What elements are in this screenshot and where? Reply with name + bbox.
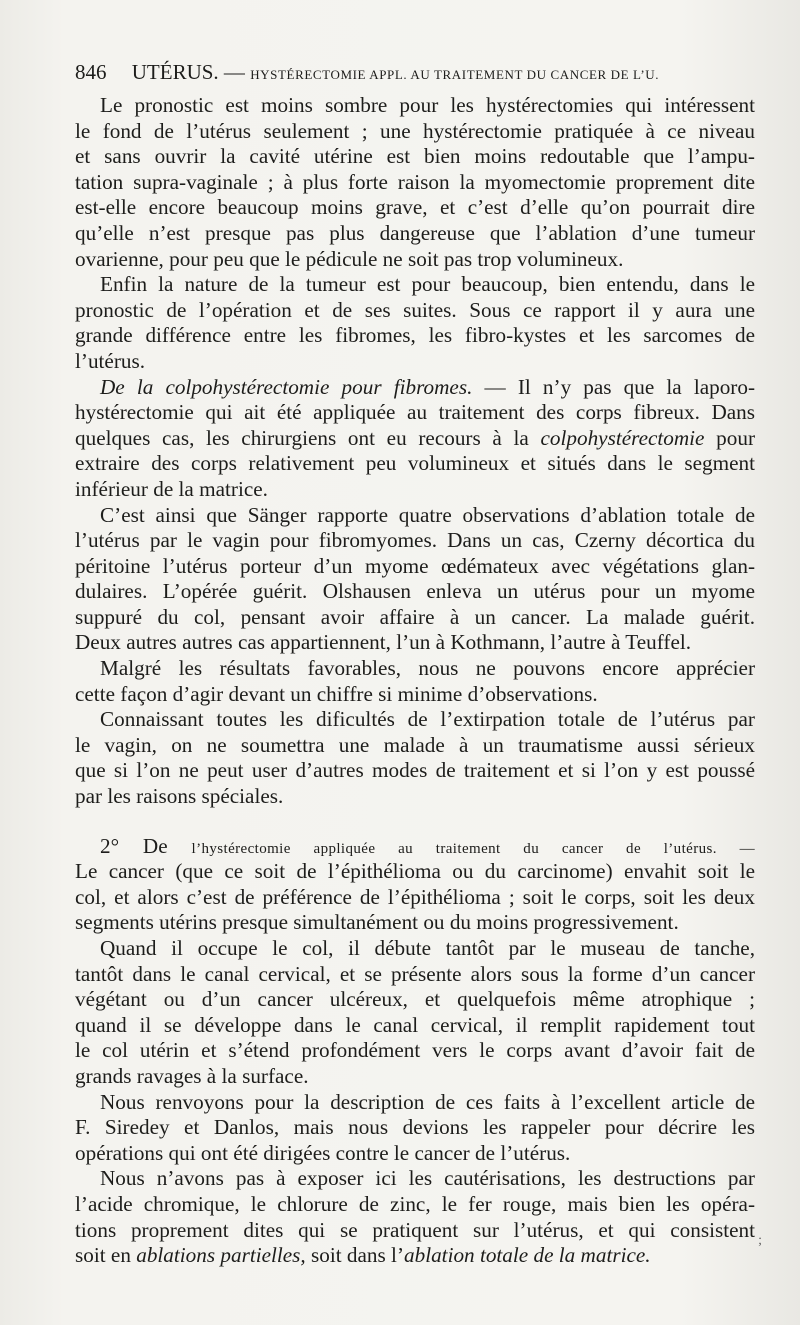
running-title: HYSTÉRECTOMIE APPL. AU TRAITEMENT DU CANCER DE L’U. bbox=[250, 67, 660, 82]
text-line: qu’elle n’est presque pas plus dangereuse que l’ablation d’une tumeur bbox=[75, 220, 755, 245]
text-line: par les raisons spéciales. bbox=[75, 784, 284, 809]
text-line: Le cancer (que ce soit de l’épithélioma ou du carcinome) envahit soit le bbox=[75, 859, 755, 884]
italic-term: colpohystérectomie bbox=[540, 425, 705, 450]
text-line: grande différence entre les fibromes, les fibro-kystes et les sarcomes de bbox=[75, 323, 755, 348]
text-line: F. Siredey et Danlos, mais nous devions les rappeler pour décrire les bbox=[75, 1115, 755, 1140]
text-line: est-elle encore beaucoup moins grave, et c’est d’elle qu’on pourrait dire bbox=[75, 195, 755, 220]
page-number: 846 bbox=[75, 60, 107, 84]
text-run: soit en bbox=[75, 1243, 131, 1268]
section-number: 2° De bbox=[100, 833, 168, 858]
text-line bbox=[75, 375, 755, 401]
text-line: l’utérus par le vagin pour fibromyomes. Dans un cas, Czerny décortica du bbox=[75, 528, 755, 553]
text-line: Connaissant toutes les dificultés de l’extirpation totale de l’utérus par bbox=[100, 707, 755, 732]
italic-term: ablations partielles, bbox=[136, 1243, 306, 1268]
text-run: soit dans l’ bbox=[311, 1243, 405, 1268]
text-line: opérations qui ont été dirigées contre le cancer de l’utérus. bbox=[75, 1140, 571, 1165]
text-line: Enfin la nature de la tumeur est pour beaucoup, bien entendu, dans le bbox=[100, 272, 755, 297]
text-line: végétant ou d’un cancer ulcéreux, et quelquefois même atrophique ; bbox=[75, 987, 755, 1012]
margin-mark: ; bbox=[758, 1233, 762, 1248]
text-line: segments utérins presque simultanément ou du moins progressivement. bbox=[75, 910, 679, 935]
text-run: quelques cas, les chirurgiens ont eu recours à la bbox=[75, 425, 529, 450]
text-line: col, et alors c’est de préférence de l’épithélioma ; soit le corps, soit les deux bbox=[75, 884, 755, 909]
text-line: extraire des corps relativement peu volumineux et situés dans le segment bbox=[75, 451, 755, 476]
text-line: suppuré du col, pensant avoir affaire à un cancer. La malade guérit. bbox=[75, 604, 755, 629]
text-line: ovarienne, pour peu que le pédicule ne soit pas trop volumineux. bbox=[75, 246, 624, 271]
text-line: Nous renvoyons pour la description de ces faits à l’excellent article de bbox=[100, 1089, 755, 1114]
text-line: hystérectomie qui ait été appliquée au traitement des corps fibreux. Dans bbox=[75, 400, 755, 425]
text-line: pronostic de l’opération et de ses suites. Sous ce rapport il y aura une bbox=[75, 297, 755, 322]
italic-term: ablation totale de la matrice. bbox=[404, 1243, 651, 1268]
section-gap bbox=[75, 810, 755, 834]
text-line: l’acide chromique, le chlorure de zinc, le fer rouge, mais bien les opéra- bbox=[75, 1191, 755, 1216]
text-line: le vagin, on ne soumettra une malade à un traumatisme aussi sérieux bbox=[75, 732, 755, 757]
text-line: le fond de l’utérus seulement ; une hystérectomie pratiquée à ce niveau bbox=[75, 118, 755, 143]
text-line bbox=[75, 1243, 755, 1269]
text-line bbox=[75, 426, 755, 452]
text-line: cette façon d’agir devant un chiffre si minime d’observations. bbox=[75, 681, 598, 706]
text-line: grands ravages à la surface. bbox=[75, 1063, 309, 1088]
text-line: tantôt dans le canal cervical, et se présente alors sous la forme d’un cancer bbox=[75, 961, 755, 986]
text-line: Quand il occupe le col, il débute tantôt par le museau de tanche, bbox=[100, 936, 755, 960]
text-line: le col utérin et s’étend profondément vers le corps avant d’avoir fait de bbox=[75, 1038, 755, 1063]
text-line: et sans ouvrir la cavité utérine est bien moins redoutable que l’ampu- bbox=[75, 144, 755, 169]
text-line: dulaires. L’opérée guérit. Olshausen enleva un utérus pour un myome bbox=[75, 579, 755, 604]
text-line: quand il se développe dans le canal cervical, il remplit rapidement tout bbox=[75, 1012, 755, 1037]
text-line: tions proprement dites qui se pratiquent sur l’utérus, et qui consistent bbox=[75, 1217, 755, 1242]
text-run: pour bbox=[716, 425, 756, 450]
section-heading: l’hystérectomie appliquée au traitement du cancer de l’utérus. — bbox=[191, 840, 755, 857]
text-line: Le pronostic est moins sombre pour les hystérectomies qui intéressent bbox=[100, 93, 755, 117]
running-header bbox=[75, 58, 755, 89]
text-line: Deux autres autres cas appartiennent, l’un à Kothmann, l’autre à Teuffel. bbox=[75, 630, 692, 655]
text-line: l’utérus. bbox=[75, 348, 146, 373]
header-title: UTÉRUS. — bbox=[131, 60, 245, 84]
text-line: Malgré les résultats favorables, nous ne pouvons encore apprécier bbox=[100, 656, 755, 681]
section-heading-line bbox=[75, 834, 755, 860]
text-run: — Il n’y pas que la laporo- bbox=[484, 374, 756, 399]
text-line: tation supra-vaginale ; à plus forte raison la myomectomie proprement dite bbox=[75, 169, 755, 194]
text-line: péritoine l’utérus porteur d’un myome œdémateux avec végétations glan- bbox=[75, 553, 755, 578]
text-line: que si l’on ne peut user d’autres modes de traitement et si l’on y est poussé bbox=[75, 758, 755, 783]
text-line: inférieur de la matrice. bbox=[75, 476, 268, 501]
page-body bbox=[75, 93, 755, 1269]
italic-heading-colpohysterectomie: De la colpohystérectomie pour fibromes. bbox=[100, 374, 473, 399]
text-line: C’est ainsi que Sänger rapporte quatre observations d’ablation totale de bbox=[100, 502, 755, 527]
text-line: Nous n’avons pas à exposer ici les cautérisations, les destructions par bbox=[100, 1166, 755, 1191]
